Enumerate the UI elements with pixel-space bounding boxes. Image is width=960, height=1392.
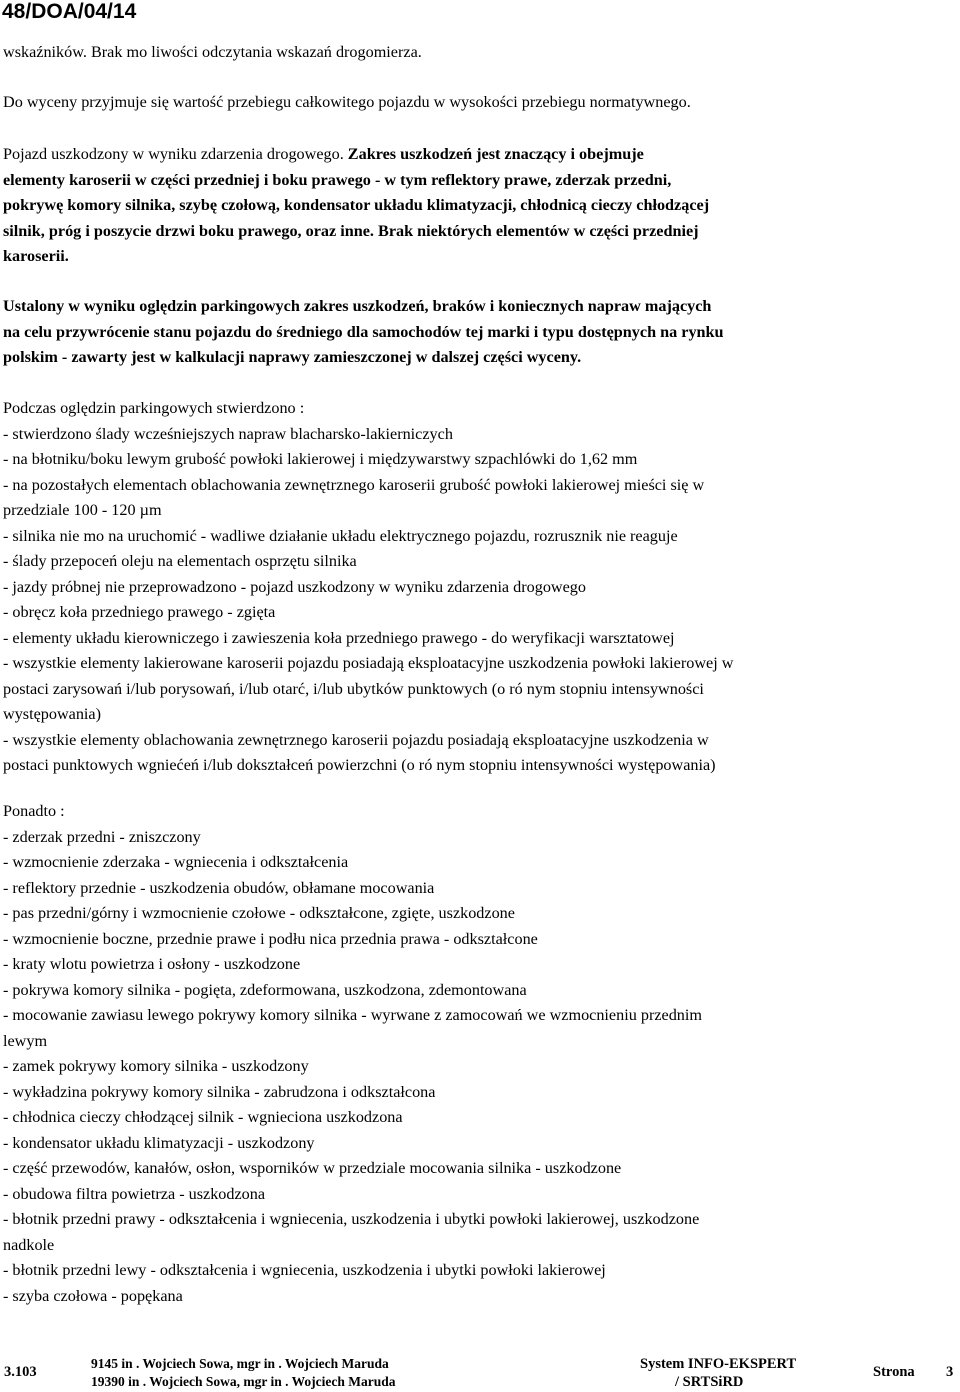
scope-line: Ustalony w wyniku oględzin parkingowych zakres uszkodzeń, braków i koniecznych napraw mających	[3, 297, 712, 315]
additional-item: - wzmocnienie zderzaka - wgniecenia i odkształcenia	[3, 853, 349, 871]
footer-system-line1: System INFO-EKSPERT	[640, 1356, 797, 1372]
damage-line: pokrywę komory silnika, szybę czołową, kondensator układu klimatyzacji, chłodnicą cieczy chłodzącej	[3, 196, 710, 214]
additional-item: - zamek pokrywy komory silnika - uszkodzony	[3, 1057, 309, 1075]
footer-page-number: 3	[946, 1364, 954, 1380]
footer-authors-line1: 9145 in . Wojciech Sowa, mgr in . Wojciech Maruda	[91, 1356, 389, 1371]
additional-item: - wykładzina pokrywy komory silnika - zabrudzona i odkształcona	[3, 1082, 436, 1101]
scope-line: na celu przywrócenie stanu pojazdu do średniego dla samochodów tej marki i typu dostępnych na rynku	[3, 322, 724, 341]
damage-line: karoserii.	[3, 247, 69, 265]
findings-item: postaci punktowych wgniećeń i/lub dokształceń powierzchni (o ró nym stopniu intensywności występowania)	[3, 756, 716, 774]
additional-item: - pokrywa komory silnika - pogięta, zdeformowana, uszkodzona, zdemontowana	[3, 980, 527, 999]
findings-item: występowania)	[3, 705, 101, 723]
additional-item: lewym	[3, 1031, 48, 1050]
findings-item: - na błotniku/boku lewym grubość powłoki lakierowej i międzywarstwy szpachlówki do 1,62 mm	[3, 450, 638, 468]
findings-item: - wszystkie elementy lakierowane karoserii pojazdu posiadają eksploatacyjne uszkodzenia powłoki lakierowej w	[3, 654, 734, 672]
footer-page-label: Strona	[873, 1364, 915, 1380]
findings-item: postaci zarysowań i/lub porysowań, i/lub otarć, i/lub ubytków punktowych (o ró nym stopniu intensywności	[3, 679, 704, 698]
scope-line: polskim - zawarty jest w kalkulacji naprawy zamieszczonej w dalszej części wyceny.	[3, 348, 582, 366]
findings-item: - stwierdzono ślady wcześniejszych napraw blacharsko-lakierniczych	[3, 424, 453, 443]
additional-item: - pas przedni/górny i wzmocnienie czołowe - odkształcone, zgięte, uszkodzone	[3, 904, 515, 922]
additional-item: - kraty wlotu powietrza i osłony - uszkodzone	[3, 955, 301, 973]
findings-item: - wszystkie elementy oblachowania zewnętrznego karoserii pojazdu posiadają eksploatacyjne uszkodzenia w	[3, 730, 709, 749]
additional-item: - reflektory przednie - uszkodzenia obudów, obłamane mocowania	[3, 878, 435, 897]
findings-item: - jazdy próbnej nie przeprowadzono - pojazd uszkodzony w wyniku zdarzenia drogowego	[3, 577, 586, 596]
document-id: 48/DOA/04/14	[2, 0, 137, 23]
findings-item: - obręcz koła przedniego prawego - zgięta	[3, 603, 276, 621]
findings-item: przedziale 100 - 120 µm	[3, 501, 162, 519]
findings-heading: Podczas oględzin parkingowych stwierdzono :	[3, 399, 305, 417]
additional-heading: Ponadto :	[3, 802, 65, 820]
damage-lead: Pojazd uszkodzony w wyniku zdarzenia drogowego.	[3, 145, 344, 163]
findings-item: - elementy układu kierowniczego i zawieszenia koła przedniego prawego - do weryfikacji warsztatowej	[3, 628, 675, 647]
footer-system-line2: / SRTSiRD	[675, 1374, 744, 1390]
findings-item: - silnika nie mo na uruchomić - wadliwe działanie układu elektrycznego pojazdu, rozrusznik nie reaguje	[3, 526, 678, 545]
damage-line: elementy karoserii w części przedniej i boku prawego - w tym reflektory prawe, zderzak przedni,	[3, 170, 672, 189]
additional-item: - część przewodów, kanałów, osłon, wsporników w przedziale mocowania silnika - uszkodzone	[3, 1159, 622, 1177]
additional-item: - wzmocnienie boczne, przednie prawe i podłu nica przednia prawa - odkształcone	[3, 929, 538, 948]
additional-item: - zderzak przedni - zniszczony	[3, 827, 201, 846]
findings-item: - ślady przepoceń oleju na elementach osprzętu silnika	[3, 552, 357, 570]
additional-item: - kondensator układu klimatyzacji - uszkodzony	[3, 1133, 315, 1152]
findings-item: - na pozostałych elementach oblachowania zewnętrznego karoserii grubość powłoki lakierowej mieści się w	[3, 475, 705, 494]
additional-item: nadkole	[3, 1235, 55, 1254]
paragraph-repair-scope	[3, 294, 955, 371]
footer-authors-line2: 19390 in . Wojciech Sowa, mgr in . Wojciech Maruda	[91, 1374, 396, 1389]
section-inspection-findings	[3, 396, 955, 779]
additional-item: - szyba czołowa - popękana	[3, 1286, 183, 1305]
additional-item: - obudowa filtra powietrza - uszkodzona	[3, 1184, 266, 1203]
damage-lead-rest: Zakres uszkodzeń jest znaczący i obejmuje	[343, 145, 644, 163]
damage-line: silnik, próg i poszycie drzwi boku prawego, oraz inne. Brak niektórych elementów w części przedniej	[3, 221, 699, 240]
paragraph-odometer: wskaźników. Brak mo liwości odczytania wskazań drogomierza.	[3, 43, 422, 61]
additional-item: - błotnik przedni prawy - odkształcenia i wgniecenia, uszkodzenia i ubytki powłoki lakierowej, uszkodzone	[3, 1210, 700, 1228]
footer-version: 3.103	[4, 1364, 37, 1380]
paragraph-damage-summary	[3, 142, 955, 270]
additional-item: - mocowanie zawiasu lewego pokrywy komory silnika - wyrwane z zamocowań we wzmocnieniu przednim	[3, 1006, 702, 1024]
paragraph-mileage: Do wyceny przyjmuje się wartość przebiegu całkowitego pojazdu w wysokości przebiegu normatywnego.	[3, 93, 691, 111]
section-additional-damage	[3, 799, 955, 1309]
additional-item: - chłodnica cieczy chłodzącej silnik - wgnieciona uszkodzona	[3, 1108, 403, 1126]
additional-item: - błotnik przedni lewy - odkształcenia i wgniecenia, uszkodzenia i ubytki powłoki lakierowej	[3, 1261, 606, 1279]
